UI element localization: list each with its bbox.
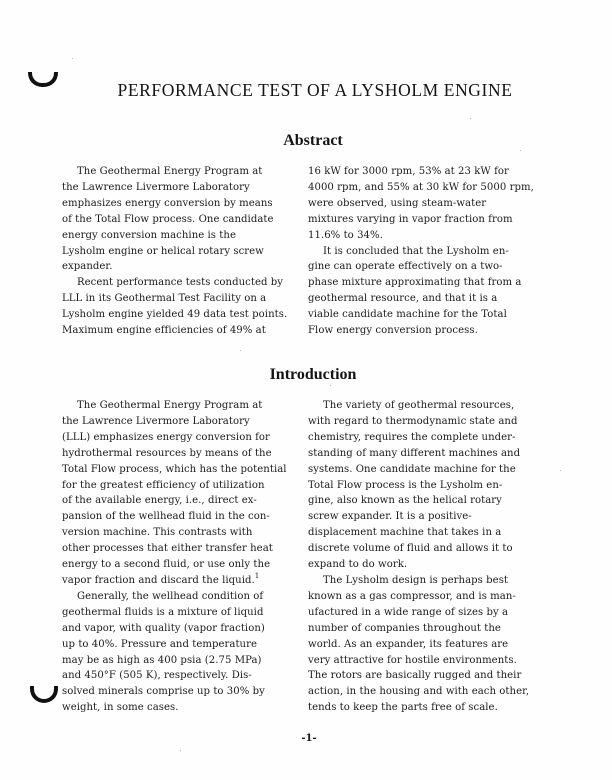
text-line (62, 541, 287, 557)
text-line (308, 244, 534, 260)
abstract-heading: Abstract (283, 132, 343, 149)
text-line (308, 414, 529, 430)
text-line-content: LLL in its Geothermal Test Facility on a (62, 293, 267, 305)
text-line (62, 398, 287, 414)
text-line-content: of the available energy, i.e., direct ex- (62, 495, 257, 507)
text-line-content: 4000 rpm, and 55% at 30 kW for 5000 rpm, (308, 181, 534, 193)
footnote-marker: 1 (254, 571, 260, 580)
text-line (62, 653, 287, 669)
scan-speck (180, 750, 181, 751)
text-line (62, 259, 287, 275)
text-line (62, 212, 287, 228)
text-line (308, 180, 534, 196)
text-line (62, 462, 287, 478)
text-line-content: Lysholm engine or helical rotary screw (62, 245, 264, 257)
text-line (62, 196, 287, 212)
text-line-content: emphasizes energy conversion by means (62, 197, 273, 209)
text-line-content: The Geothermal Energy Program at (77, 166, 263, 177)
text-line-content: known as a gas compressor, and is man- (308, 590, 516, 602)
text-line (308, 493, 529, 509)
text-line (308, 164, 534, 180)
text-line (308, 307, 534, 323)
text-line (308, 509, 529, 525)
text-line-content: The Geothermal Energy Program at (77, 400, 263, 411)
text-line (62, 478, 287, 494)
text-line-content: energy conversion machine is the (62, 229, 236, 241)
introduction-left-column (62, 398, 287, 716)
text-line-content: expand to do work. (308, 559, 408, 571)
text-line-content: The rotors are basically rugged and their (308, 670, 522, 682)
text-line (308, 212, 534, 228)
scan-speck (560, 470, 561, 471)
text-line (62, 180, 287, 196)
text-line-content: 16 kW for 3000 rpm, 53% at 23 kW for (308, 166, 509, 177)
text-line-content: and vapor, with quality (vapor fraction) (62, 622, 265, 634)
text-line (62, 307, 287, 323)
text-line (62, 573, 287, 589)
text-line-content: gine can operate effectively on a two- (308, 261, 503, 273)
text-line-content: The variety of geothermal resources, (323, 400, 515, 411)
scan-speck (72, 58, 73, 59)
text-line-content: hydrothermal resources by means of the (62, 447, 272, 459)
text-line (308, 478, 529, 494)
text-line (308, 196, 534, 212)
abstract-left-column (62, 164, 287, 339)
text-line (62, 668, 287, 684)
text-line (308, 446, 529, 462)
text-line-content: solved minerals comprise up to 30% by (62, 686, 265, 698)
document-title: PERFORMANCE TEST OF A LYSHOLM ENGINE (117, 80, 513, 100)
text-line-content: geothermal resource, and that it is a (308, 293, 498, 305)
abstract-right-column (308, 164, 534, 339)
text-line (62, 275, 287, 291)
text-line-content: It is concluded that the Lysholm en- (323, 245, 509, 257)
text-line (62, 684, 287, 700)
text-line (62, 700, 287, 716)
text-line (62, 557, 287, 573)
text-line (308, 557, 529, 573)
page-number: -1- (301, 733, 317, 744)
text-line-content: up to 40%. Pressure and temperature (62, 638, 257, 650)
text-line-content: with regard to thermodynamic state and (308, 415, 518, 427)
text-line (62, 621, 287, 637)
text-line-content: Lysholm engine yielded 49 data test points. (62, 309, 288, 321)
text-line-content: Total Flow process, which has the potential (62, 463, 287, 475)
text-line (308, 462, 529, 478)
scan-speck (330, 385, 331, 386)
text-line-content: vapor fraction and discard the liquid. (62, 574, 255, 586)
text-line-content: chemistry, requires the complete under- (308, 431, 516, 443)
text-line-content: expander. (62, 261, 113, 273)
text-line-content: systems. One candidate machine for the (308, 463, 516, 475)
text-line-content: may be as high as 400 psia (2.75 MPa) (62, 654, 262, 666)
text-line-content: energy to a second fluid, or use only the (62, 559, 271, 571)
text-line-content: screw expander. It is a positive- (308, 511, 472, 523)
text-line (308, 541, 529, 557)
text-line (308, 653, 529, 669)
text-line-content: for the greatest efficiency of utilization (62, 479, 265, 491)
text-line (308, 525, 529, 541)
text-line (308, 291, 534, 307)
text-line (62, 637, 287, 653)
text-line-content: and 450°F (505 K), respectively. Dis- (62, 670, 252, 682)
text-line-content: standing of many different machines and (308, 447, 521, 459)
text-line-content: discrete volume of fluid and allows it to (308, 543, 513, 555)
text-line (308, 323, 534, 339)
introduction-heading: Introduction (269, 366, 357, 383)
scan-speck (240, 350, 241, 351)
text-line (308, 573, 529, 589)
text-line-content: Generally, the wellhead condition of (77, 590, 264, 602)
text-line (308, 637, 529, 653)
text-line-content: the Lawrence Livermore Laboratory (62, 415, 250, 427)
text-line (62, 414, 287, 430)
text-line-content: weight, in some cases. (62, 702, 179, 714)
text-line (308, 228, 534, 244)
text-line-content: The Lysholm design is perhaps best (323, 574, 509, 586)
text-line (308, 259, 534, 275)
text-line-content: world. As an expander, its features are (308, 638, 509, 650)
text-line (308, 589, 529, 605)
text-line (62, 493, 287, 509)
text-line-content: of the Total Flow process. One candidate (62, 213, 274, 225)
text-line (62, 605, 287, 621)
text-line-content: gine, also known as the helical rotary (308, 495, 502, 507)
text-line (308, 621, 529, 637)
text-line-content: phase mixture approximating that from a (308, 277, 522, 289)
text-line (308, 398, 529, 414)
text-line (62, 228, 287, 244)
text-line (308, 668, 529, 684)
text-line-content: (LLL) emphasizes energy conversion for (62, 431, 270, 443)
text-line-content: tends to keep the parts free of scale. (308, 702, 498, 714)
text-line-content: displacement machine that takes in a (308, 527, 502, 539)
text-line (308, 430, 529, 446)
text-line (308, 684, 529, 700)
scan-speck (520, 150, 521, 151)
text-line (62, 589, 287, 605)
text-line (62, 244, 287, 260)
text-line-content: other processes that either transfer heat (62, 543, 273, 555)
scan-speck (470, 118, 471, 119)
text-line-content: pansion of the wellhead fluid in the con- (62, 511, 270, 523)
text-line (308, 605, 529, 621)
text-line-content: version machine. This contrasts with (62, 527, 253, 539)
text-line-content: were observed, using steam-water (308, 197, 487, 209)
text-line-content: Flow energy conversion process. (308, 325, 478, 337)
text-line-content: Total Flow process is the Lysholm en- (308, 479, 503, 491)
text-line-content: ufactured in a wide range of sizes by a (308, 606, 509, 618)
text-line-content: the Lawrence Livermore Laboratory (62, 181, 250, 193)
text-line (308, 700, 529, 716)
text-line (62, 509, 287, 525)
text-line (62, 430, 287, 446)
text-line (62, 525, 287, 541)
text-line-content: mixtures varying in vapor fraction from (308, 213, 513, 225)
text-line (62, 164, 287, 180)
text-line (62, 291, 287, 307)
text-line (62, 446, 287, 462)
text-line (62, 323, 287, 339)
text-line (308, 275, 534, 291)
text-line-content: number of companies throughout the (308, 622, 501, 634)
text-line-content: geothermal fluids is a mixture of liquid (62, 606, 264, 618)
introduction-right-column (308, 398, 529, 716)
text-line-content: 11.6% to 34%. (308, 229, 383, 241)
text-line-content: very attractive for hostile environments. (308, 654, 517, 666)
text-line-content: action, in the housing and with each other, (308, 686, 530, 698)
binder-hole-mark-bottom (30, 686, 58, 703)
text-line-content: Recent performance tests conducted by (77, 277, 284, 289)
text-line-content: Maximum engine efficiencies of 49% at (62, 325, 266, 337)
text-line-content: viable candidate machine for the Total (308, 309, 507, 321)
